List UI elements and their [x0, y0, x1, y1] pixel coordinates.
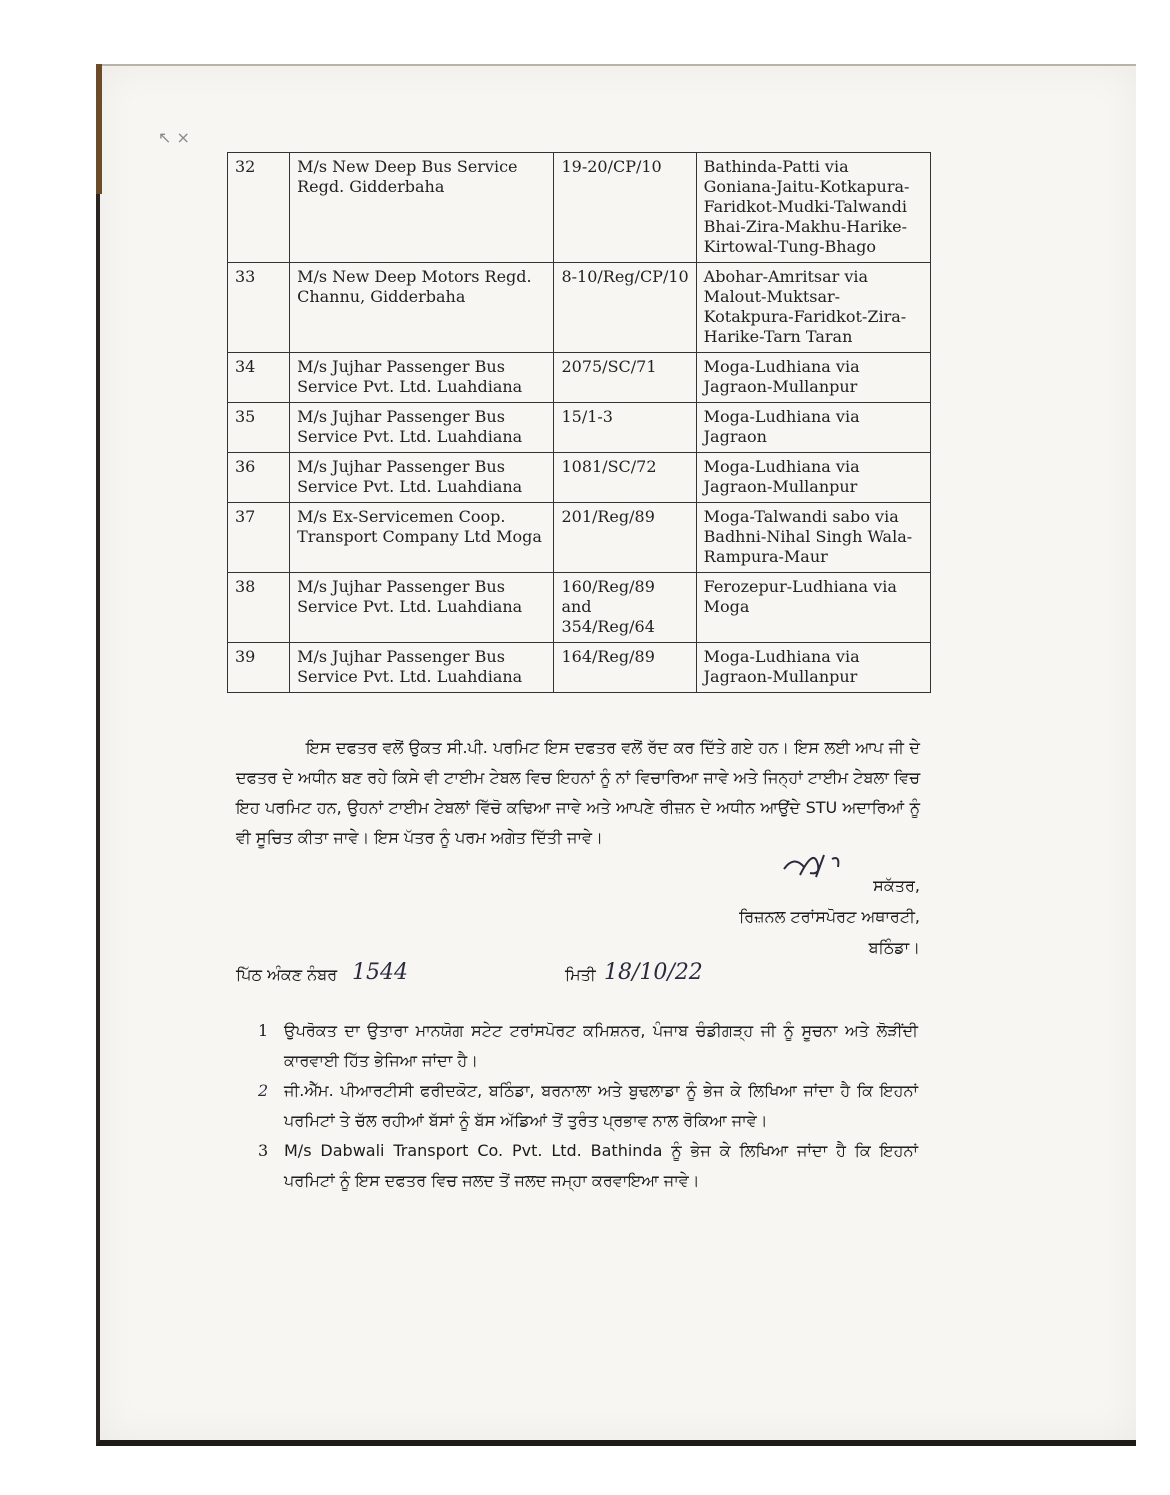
row-number: 37: [228, 503, 290, 573]
route-cell: Moga-Ludhiana via Jagraon-Mullanpur: [696, 353, 930, 403]
copy-item-text: ਜੀ.ਐੱਮ. ਪੀਆਰਟੀਸੀ ਫਰੀਦਕੋਟ, ਬਠਿੰਡਾ, ਬਰਨਾਲਾ ਅਤੇ ਬੁਢਲਾਡਾ ਨੂੰ ਭੇਜ ਕੇ ਲਿਖਿਆ ਜਾਂਦਾ ਹੈ ਕਿ ਇਹਨਾਂ ਪਰਮਿਟਾਂ ਤੇ ਚੱਲ ਰਹੀਆਂ ਬੱਸਾਂ ਨੂੰ ਬੱਸ ਅੱਡਿਆਂ ਤੋਂ ਤੁਰੰਤ ਪ੍ਰਭਾਵ ਨਾਲ ਰੋਕਿਆ ਜਾਵੇ।: [284, 1081, 918, 1130]
operator-cell: M/s Ex-Servicemen Coop. Transport Company Ltd Moga: [290, 503, 554, 573]
table-row: [228, 403, 931, 453]
table-row: [228, 453, 931, 503]
corner-marks: ↖ ×: [158, 128, 190, 147]
copy-item-text: M/s Dabwali Transport Co. Pvt. Ltd. Bathinda ਨੂੰ ਭੇਜ ਕੇ ਲਿਖਿਆ ਜਾਂਦਾ ਹੈ ਕਿ ਇਹਨਾਂ ਪਰਮਿਟਾਂ ਨੂੰ ਇਸ ਦਫਤਰ ਵਿਚ ਜਲਦ ਤੋਂ ਜਲਦ ਜਮ੍ਹਾ ਕਰਵਾਇਆ ਜਾਵੇ।: [284, 1141, 918, 1190]
copy-item-2: [258, 1076, 918, 1136]
signatory-place: ਬਠਿੰਡਾ।: [868, 938, 920, 957]
row-number: 39: [228, 643, 290, 693]
copy-item-number: 3: [258, 1141, 269, 1160]
copy-item-number: 1: [258, 1021, 269, 1040]
date-value: 18/10/22: [604, 960, 703, 985]
permit-cell: 164/Reg/89: [554, 643, 696, 693]
route-cell: Moga-Ludhiana via Jagraon-Mullanpur: [696, 643, 930, 693]
operator-cell: M/s Jujhar Passenger Bus Service Pvt. Ltd. Luahdiana: [290, 573, 554, 643]
permit-cell: 15/1-3: [554, 403, 696, 453]
row-number: 33: [228, 263, 290, 353]
copy-item-text: ਉਪਰੋਕਤ ਦਾ ਉਤਾਰਾ ਮਾਨਯੋਗ ਸਟੇਟ ਟਰਾਂਸਪੋਰਟ ਕਮਿਸ਼ਨਰ, ਪੰਜਾਬ ਚੰਡੀਗੜ੍ਹ ਜੀ ਨੂੰ ਸੂਚਨਾ ਅਤੇ ਲੋੜੀਂਦੀ ਕਾਰਵਾਈ ਹਿੱਤ ਭੇਜਿਆ ਜਾਂਦਾ ਹੈ।: [284, 1021, 918, 1070]
page-edge-stain: [96, 64, 102, 194]
route-cell: Bathinda-Patti via Goniana-Jaitu-Kotkapura-Faridkot-Mudki-Talwandi Bhai-Zira-Makhu-Harike-Kirtowal-Tung-Bhago: [696, 153, 930, 263]
operator-cell: M/s New Deep Motors Regd. Channu, Gidderbaha: [290, 263, 554, 353]
table-row: [228, 353, 931, 403]
permit-cell: 2075/SC/71: [554, 353, 696, 403]
table-row: [228, 153, 931, 263]
operator-cell: M/s Jujhar Passenger Bus Service Pvt. Ltd. Luahdiana: [290, 643, 554, 693]
permit-cell: 19-20/CP/10: [554, 153, 696, 263]
permit-cell: 8-10/Reg/CP/10: [554, 263, 696, 353]
permit-cell: 1081/SC/72: [554, 453, 696, 503]
signatory-block: [739, 870, 920, 963]
permit-cell: 160/Reg/89 and 354/Reg/64: [554, 573, 696, 643]
route-cell: Moga-Ludhiana via Jagraon-Mullanpur: [696, 453, 930, 503]
operator-cell: M/s Jujhar Passenger Bus Service Pvt. Ltd. Luahdiana: [290, 353, 554, 403]
route-cell: Ferozepur-Ludhiana via Moga: [696, 573, 930, 643]
row-number: 32: [228, 153, 290, 263]
reference-label: ਪਿੱਠ ਅੰਕਣ ਨੰਬਰ: [236, 965, 338, 984]
permits-table-body: [228, 153, 931, 693]
permit-cell: 201/Reg/89: [554, 503, 696, 573]
row-number: 34: [228, 353, 290, 403]
copy-item-number: 2: [258, 1081, 269, 1100]
signatory-office: ਰਿਜ਼ਨਲ ਟਰਾਂਸਪੋਰਟ ਅਥਾਰਟੀ,: [739, 907, 920, 926]
route-cell: Moga-Talwandi sabo via Badhni-Nihal Singh Wala-Rampura-Maur: [696, 503, 930, 573]
table-row: [228, 503, 931, 573]
operator-cell: M/s New Deep Bus Service Regd. Gidderbaha: [290, 153, 554, 263]
date-label: ਮਿਤੀ: [565, 965, 596, 984]
row-number: 36: [228, 453, 290, 503]
table-row: [228, 263, 931, 353]
operator-cell: M/s Jujhar Passenger Bus Service Pvt. Ltd. Luahdiana: [290, 453, 554, 503]
route-cell: Moga-Ludhiana via Jagraon: [696, 403, 930, 453]
signatory-title: ਸਕੱਤਰ,: [873, 876, 920, 895]
table-row: [228, 573, 931, 643]
row-number: 38: [228, 573, 290, 643]
permits-table: [227, 152, 931, 693]
body-paragraph-text: ਇਸ ਦਫਤਰ ਵਲੋਂ ਉਕਤ ਸੀ.ਪੀ. ਪਰਮਿਟ ਇਸ ਦਫਤਰ ਵਲੋਂ ਰੱਦ ਕਰ ਦਿੱਤੇ ਗਏ ਹਨ। ਇਸ ਲਈ ਆਪ ਜੀ ਦੇ ਦਫਤਰ ਦੇ ਅਧੀਨ ਬਣ ਰਹੇ ਕਿਸੇ ਵੀ ਟਾਈਮ ਟੇਬਲ ਵਿਚ ਇਹਨਾਂ ਨੂੰ ਨਾਂ ਵਿਚਾਰਿਆ ਜਾਵੇ ਅਤੇ ਜਿਨ੍ਹਾਂ ਟਾਈਮ ਟੇਬਲਾ ਵਿਚ ਇਹ ਪਰਮਿਟ ਹਨ, ਉਹਨਾਂ ਟਾਈਮ ਟੇਬਲਾਂ ਵਿੱਚੋ ਕਢਿਆ ਜਾਵੇ ਅਤੇ ਆਪਣੇ ਰੀਜ਼ਨ ਦੇ ਅਧੀਨ ਆਉਂਦੇ STU ਅਦਾਰਿਆਂ ਨੂੰ ਵੀ ਸੂਚਿਤ ਕੀਤਾ ਜਾਵੇ। ਇਸ ਪੱਤਰ ਨੂੰ ਪਰਮ ਅਗੇਤ ਦਿੱਤੀ ਜਾਵੇ।: [236, 738, 920, 847]
route-cell: Abohar-Amritsar via Malout-Muktsar-Kotakpura-Faridkot-Zira-Harike-Tarn Taran: [696, 263, 930, 353]
operator-cell: M/s Jujhar Passenger Bus Service Pvt. Ltd. Luahdiana: [290, 403, 554, 453]
row-number: 35: [228, 403, 290, 453]
copy-list: [258, 1016, 918, 1196]
table-row: [228, 643, 931, 693]
copy-item-1: [258, 1016, 918, 1076]
body-paragraph: [236, 733, 920, 853]
copy-item-3: [258, 1136, 918, 1196]
reference-number: 1544: [352, 960, 408, 985]
